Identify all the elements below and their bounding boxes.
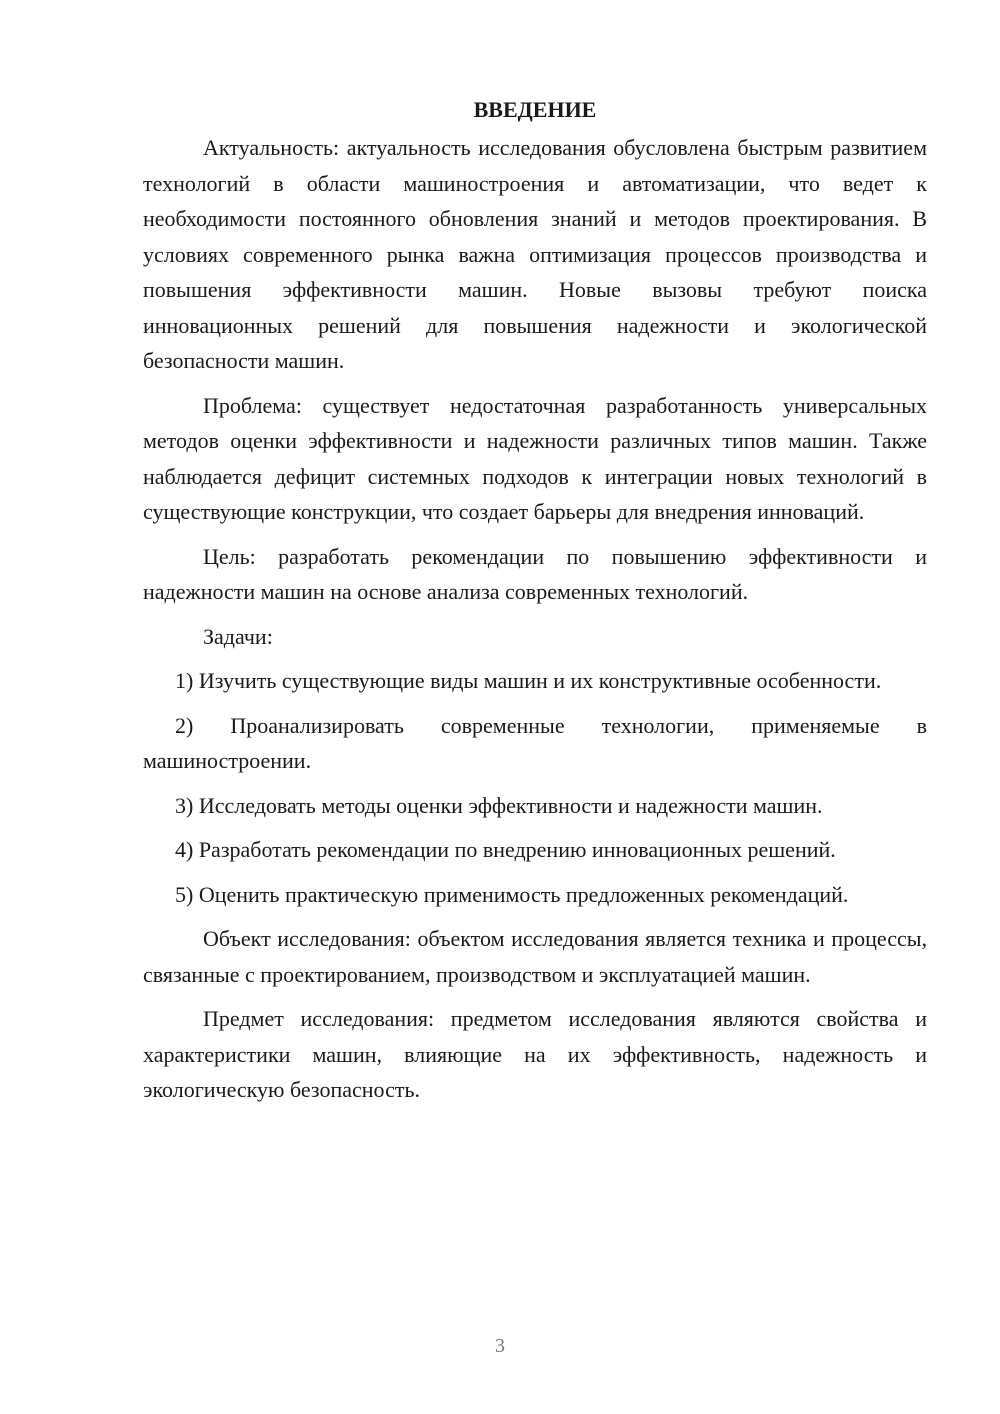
task-item-2: 2) Проанализировать современные технологии, применяемые в машиностроении. <box>143 712 927 773</box>
page-title: ВВЕДЕНИЕ <box>473 97 597 122</box>
task-item-4: 4) Разработать рекомендации по внедрению инновационных решений. <box>175 837 836 862</box>
paragraph-relevance: Актуальность: актуальность исследования обусловлена быстрым развитием технологий в области машиностроения и автоматизации, что ведет к необходимости постоянного обновления знаний и методов проектирования. В условиях современного рынка важна оптимизация процессов производства и повышения эффективности машин. Новые вызовы требуют поиска инновационных решений для повышения надежности и экологической безопасности машин. <box>143 135 927 373</box>
task-item-3: 3) Исследовать методы оценки эффективности и надежности машин. <box>175 792 823 818</box>
paragraph-tasks-heading: Задачи: <box>203 623 273 649</box>
paragraph-goal: Цель: разработать рекомендации по повышению эффективности и надежности машин на основе анализа современных технологий. <box>143 543 927 604</box>
paragraph-object: Объект исследования: объектом исследования является техника и процессы, связанные с проектированием, производством и эксплуатацией машин. <box>143 926 927 987</box>
page-number: 3 <box>495 1335 505 1357</box>
text-block <box>143 92 927 1117</box>
paragraph-subject: Предмет исследования: предметом исследования являются свойства и характеристики машин, влияющие на их эффективность, надежность и экологическую безопасность. <box>143 1006 927 1102</box>
task-item-1: 1) Изучить существующие виды машин и их конструктивные особенности. <box>175 668 882 693</box>
task-item-5: 5) Оценить практическую применимость предложенных рекомендаций. <box>175 881 849 907</box>
paragraph-problem: Проблема: существует недостаточная разработанность универсальных методов оценки эффективности и надежности различных типов машин. Также наблюдается дефицит системных подходов к интеграции новых технологий в существующие конструкции, что создает барьеры для внедрения инноваций. <box>143 392 927 524</box>
